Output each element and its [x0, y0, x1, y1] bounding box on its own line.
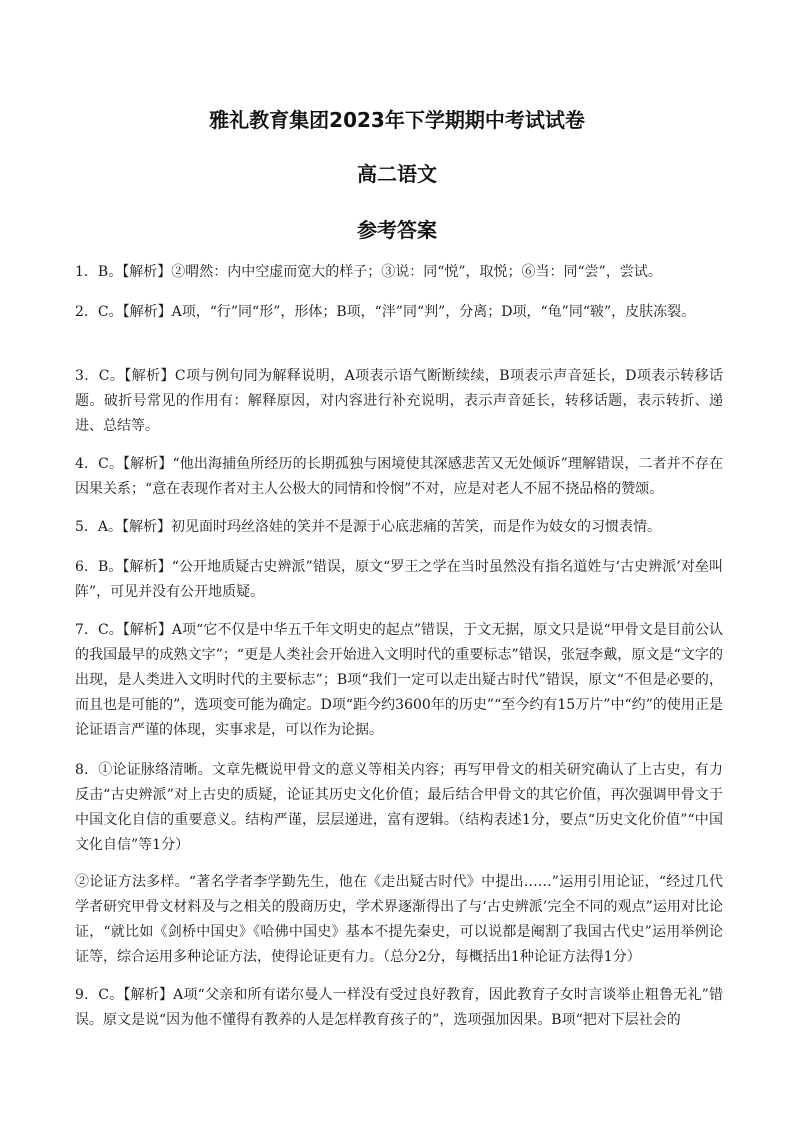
- answer-item-2: 2．C。【解析】A项，“行”同“形”，形体；B项，“泮”同“判”，分离；D项，“龟”同“皲”，皮肤冻裂。: [75, 304, 696, 320]
- answer-item-4: 4．C。【解析】“他出海捕鱼所经历的长期孤独与困境使其深感悲苦又无处倾诉”理解错误，二者并不存在因果关系；“意在表现作者对主人公极大的同情和怜悯”不对，应是对老人不屈不挠品格的赞颂。: [75, 456, 723, 497]
- answer-item-8b: ②论证方法多样。“著名学者李学勤先生，他在《走出疑古时代》中提出……”运用引用论证，“经过几代学者研究甲骨文材料及与之相关的殷商历史，学术界逐渐得出了与‘古史辨派’完全不同的观点”运用对比论证，“就比如《剑桥中国史》《哈佛中国史》基本不提先秦史，可以说都是阉割了我国古代史”运用举例论证等，综合运用多种论证方法，使得论证更有力。（总分2分，每概括出1种论证方法得1分）: [75, 874, 723, 965]
- answer-item-7: 7．C。【解析】A项“它不仅是中华五千年文明史的起点”错误，于文无据，原文只是说“甲骨文是目前公认的我国最早的成熟文字”；“更是人类社会开始进入文明时代的重要标志”错误，张冠李戴，原文是“文字的出现，是人类进入文明时代的主要标志”；B项“我们一定可以走出疑古时代”错误，原文“不但是必要的，而且也是可能的”，选项变可能为确定。D项“距今约3600年的历史”“至今约有15万片”中“约”的使用正是论证语言严谨的体现，实事求是，可以作为论据。: [75, 622, 723, 738]
- answer-item-5: 5．A。【解析】初见面时玛丝洛娃的笑并不是源于心底悲痛的苦笑，而是作为妓女的习惯表情。: [75, 519, 662, 535]
- answer-item-3: 3．C。【解析】C项与例句同为解释说明，A项表示语气断断续续，B项表示声音延长，D项表示转移话题。破折号常见的作用有：解释原因，对内容进行补充说明，表示声音延长，转移话题，表示转折、递进、总结等。: [75, 368, 723, 434]
- answer-item-9: 9．C。【解析】A项“父亲和所有诺尔曼人一样没有受过良好教育，因此教育子女时言谈举止粗鲁无礼”错误。原文是说“因为他不懂得有教养的人是怎样教育孩子的”，选项强加因果。B项“把对下层社会的: [75, 987, 723, 1028]
- subject-title: 高二语文: [357, 162, 437, 186]
- section-title: 参考答案: [357, 218, 437, 242]
- answer-item-6: 6．B。【解析】“公开地质疑古史辨派”错误，原文“罗王之学在当时虽然没有指名道姓与‘古史辨派’对垒叫阵”，可见并没有公开地质疑。: [75, 559, 723, 600]
- answer-item-8a: 8．①论证脉络清晰。文章先概说甲骨文的意义等相关内容；再写甲骨文的相关研究确认了上古史，有力反击“古史辨派”对上古史的质疑，论证其历史文化价值；最后结合甲骨文的其它价值，再次强调甲骨文于中国文化自信的重要意义。结构严谨，层层递进，富有逻辑。（结构表述1分，要点“历史文化价值”“中国文化自信”等1分）: [75, 762, 723, 853]
- answer-item-1: 1．B。【解析】②喟然：内中空虚而宽大的样子；③说：同“悦”，取悦；⑥当：同“尝”，尝试。: [75, 264, 662, 280]
- exam-title: 雅礼教育集团2023年下学期期中考试试卷: [209, 108, 585, 132]
